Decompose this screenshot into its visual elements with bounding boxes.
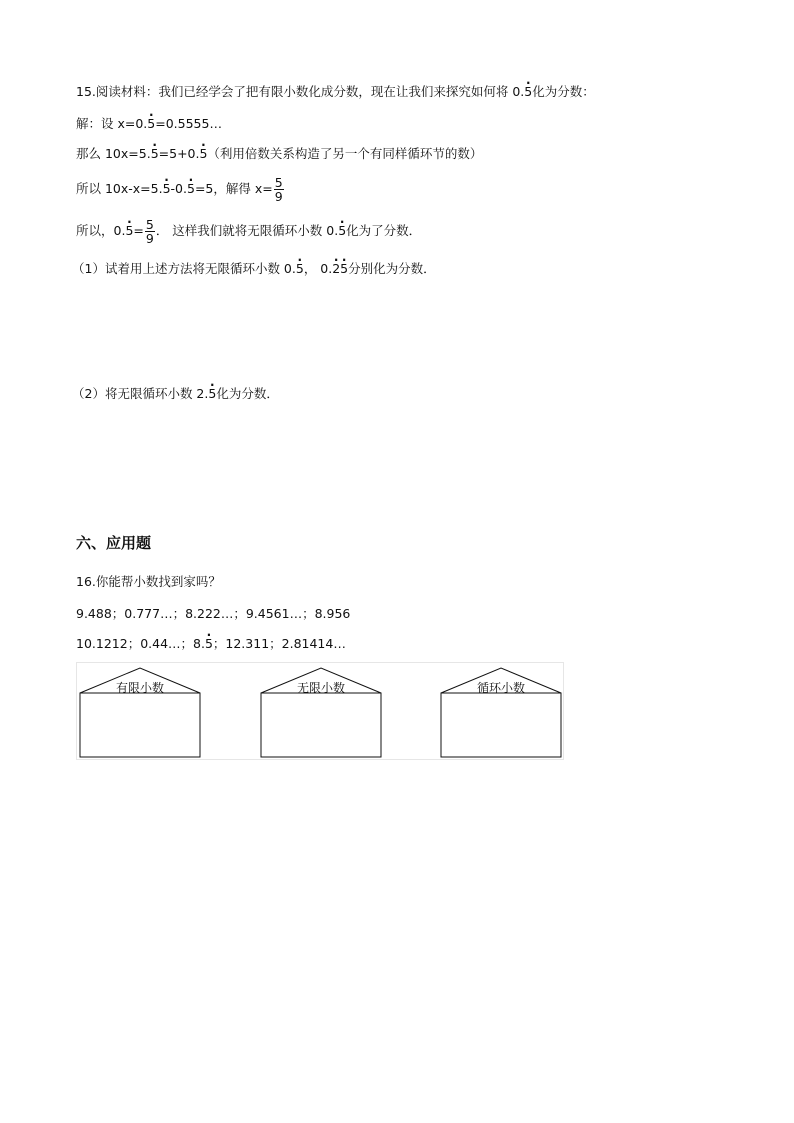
repeating-digit: · 5	[340, 261, 348, 277]
fraction: $\frac{5}{9}$	[145, 217, 154, 246]
fraction: $\frac{5}{9}$	[274, 175, 283, 204]
section-title: 六、应用题	[76, 534, 152, 552]
house-label: 有限小数	[115, 681, 164, 695]
repeating-digit: · 5	[147, 116, 155, 132]
house-label: 无限小数	[296, 681, 345, 695]
q15-solution-line-4: 所以，0.· 5= $\frac{5}{9}$ ． 这样我们就将无限循环小数 0.· 5化为了分数．	[76, 218, 421, 245]
q15-part-1: （1）试着用上述方法将无限循环小数 0.· 5， 0.· 2· 5分别化为分数．	[72, 261, 436, 277]
house-diagram	[76, 662, 564, 760]
q16-title: 16.你能帮小数找到家吗？	[76, 574, 221, 589]
q15-solution-line-3: 所以 10x-x=5.· 5-0.· 5=5，解得 x= $\frac{5}{9}$	[76, 176, 285, 203]
repeating-digit: · 5	[163, 176, 171, 202]
repeating-digit: · 2	[332, 261, 340, 277]
q15-part-2: （2）将无限循环小数 2.· 5化为分数．	[72, 386, 279, 402]
repeating-digit: · 5	[524, 84, 532, 100]
repeating-digit: · 5	[151, 146, 159, 162]
q16-numbers-row-2: 10.1212；0.44…；8.· 5；12.311；2.81414…	[76, 636, 346, 652]
house-repeating-decimals	[439, 666, 563, 758]
q16-numbers-row-1: 9.488；0.777…；8.222…；9.4561…；8.956	[76, 606, 351, 621]
repeating-digit: · 5	[125, 218, 133, 244]
repeating-digit: · 5	[208, 386, 216, 402]
house-infinite-decimals	[259, 666, 383, 758]
house-finite-decimals	[78, 666, 202, 758]
q15-intro: 15.阅读材料：我们已经学会了把有限小数化成分数，现在让我们来探究如何将 0.· 5化为分数：	[76, 84, 595, 100]
repeating-digit: · 5	[296, 261, 304, 277]
q15-solution-line-2: 那么 10x=5.· 5=5+0.· 5（利用倍数关系构造了另一个有同样循环节的数）	[76, 146, 482, 162]
repeating-digit: · 5	[187, 176, 195, 202]
repeating-digit: · 5	[338, 218, 346, 244]
repeating-digit: · 5	[205, 636, 213, 652]
house-label: 循环小数	[476, 681, 525, 695]
q15-solution-line-1: 解：设 x=0.· 5=0.5555…	[76, 116, 222, 132]
repeating-digit: · 5	[199, 146, 207, 162]
